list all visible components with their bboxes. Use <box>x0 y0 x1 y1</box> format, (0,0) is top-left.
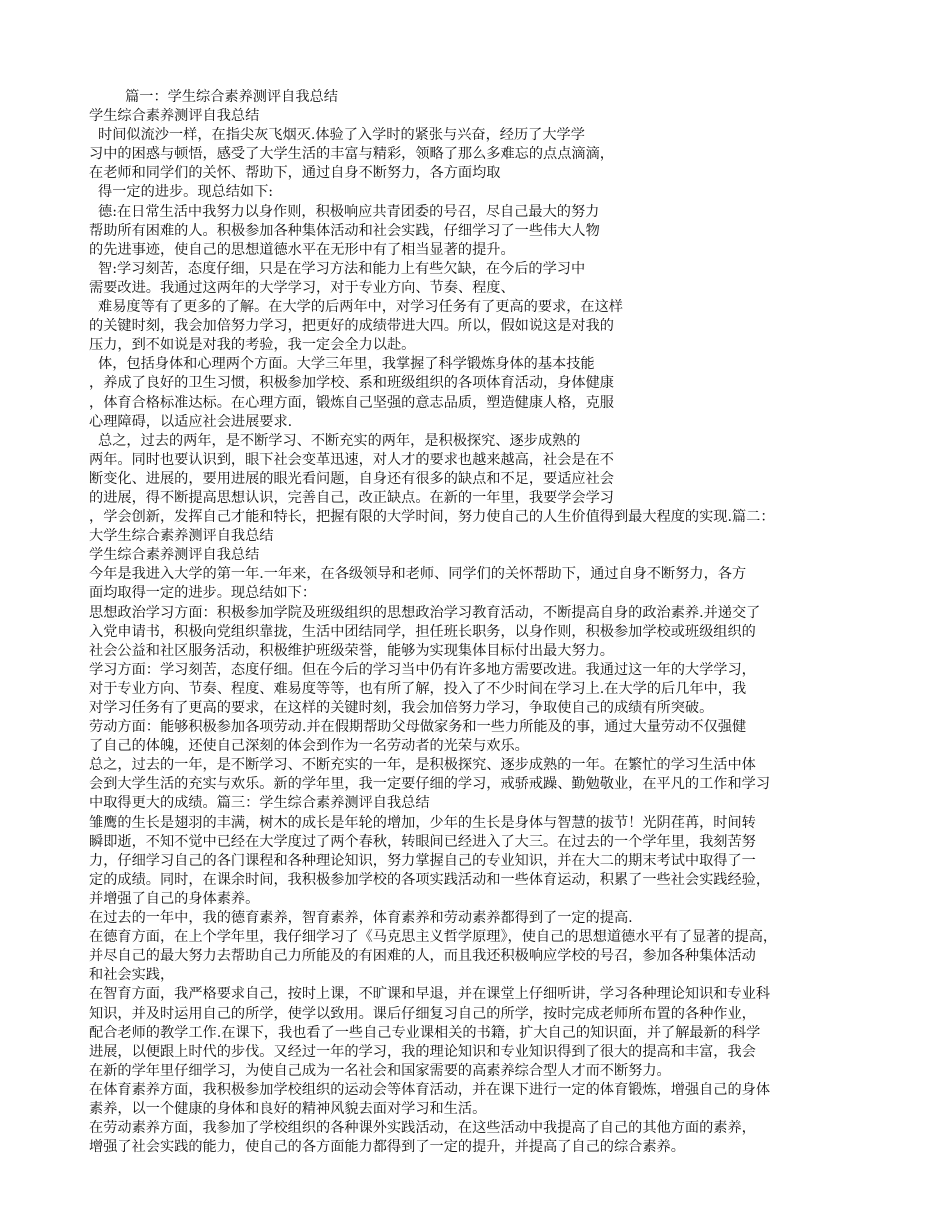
text-line: 中取得更大的成绩。篇三：学生综合素养测评自我总结 <box>89 795 430 812</box>
text-line: 劳动方面：能够积极参加各项劳动.并在假期帮助父母做家务和一些力所能及的事，通过大量劳动不仅强健 <box>89 719 747 736</box>
text-line: 总之，过去的一年，是不断学习、不断充实的一年，是积极探究、逐步成熟的一年。在繁忙的学习生活中体 <box>89 757 756 774</box>
text-line: 压力，到不如说是对我的考验，我一定会全力以赴。 <box>89 337 416 354</box>
text-line: 并尽自己的最大努力去帮助自己力所能及的有困难的人，而且我还积极响应学校的号召，参加各种集体活动 <box>89 948 756 965</box>
text-line: 了自己的体魄，还使自己深刻的体会到作为一名劳动者的光荣与欢乐。 <box>89 738 529 755</box>
text-line: 入党申请书，积极向党组织靠拢，生活中团结同学，担任班长职务，以身作则，积极参加学校或班级组织的 <box>89 623 756 640</box>
text-line: 社会公益和社区服务活动，积极维护班级荣誉，能够为实现集体目标付出最大努力。 <box>89 642 614 659</box>
text-line: 增强了社会实践的能力，使自己的各方面能力都得到了一定的提升，并提高了自己的综合素养。 <box>89 1139 685 1156</box>
text-line: 时间似流沙一样，在指尖灰飞烟灭.体验了入学时的紧张与兴奋，经历了大学学 <box>89 127 585 144</box>
text-line: 心理障碍，以适应社会进展要求. <box>89 413 293 430</box>
text-line: 在新的学年里仔细学习，为使自己成为一名社会和国家需要的高素养综合型人才而不断努力。 <box>89 1062 671 1079</box>
text-line: 思想政治学习方面：积极参加学院及班级组织的思想政治学习教育活动，不断提高自身的政治素养.并递交了 <box>89 604 761 621</box>
text-line: 会到大学生活的充实与欢乐。新的学年里，我一定要仔细的学习，戒骄戒躁、勤勉敬业，在平凡的工作和学习 <box>89 776 771 793</box>
text-line: 在老师和同学们的关怀、帮助下，通过自身不断努力，各方面均取 <box>89 165 501 182</box>
text-line: 的先进事迹，使自己的思想道德水平在无形中有了相当显著的提升。 <box>89 241 515 258</box>
text-line: 配合老师的教学工作.在课下，我也看了一些自己专业课相关的书籍，扩大自己的知识面，并了解最新的科学 <box>89 1024 761 1041</box>
text-line: 学生综合素养测评自我总结 <box>89 547 260 564</box>
text-line: 学生综合素养测评自我总结 <box>89 108 260 125</box>
text-line: 定的成绩。同时，在课余时间，我积极参加学校的各项实践活动和一些体育运动，积累了一些社会实践经验， <box>89 871 771 888</box>
text-line: 并增强了自己的身体素养。 <box>89 890 260 907</box>
text-line: 力，仔细学习自己的各门课程和各种理论知识，努力掌握自己的专业知识，并在大二的期末考试中取得了一 <box>89 852 756 869</box>
text-line: 两年。同时也要认识到，眼下社会变革迅速，对人才的要求也越来越高，社会是在不 <box>89 451 614 468</box>
text-line: 难易度等有了更多的了解。在大学的后两年中，对学习任务有了更高的要求，在这样 <box>89 299 623 316</box>
text-line: 在德育方面，在上个学年里，我仔细学习了《马克思主义哲学原理》，使自己的思想道德水平有了显著的提高， <box>89 929 778 946</box>
text-line: 雏鹰的生长是翅羽的丰满，树木的成长是年轮的增加，少年的生长是身体与智慧的拔节！光阴荏苒，时间转 <box>89 814 756 831</box>
text-line: 今年是我进入大学的第一年.一年来，在各级领导和老师、同学们的关怀帮助下，通过自身不断努力，各方 <box>89 566 747 583</box>
text-line: 对于专业方向、节奏、程度、难易度等等，也有所了解，投入了不少时间在学习上.在大学的后几年中，我 <box>89 680 747 697</box>
text-line: 习中的困惑与顿悟，感受了大学生活的丰富与精彩，领略了那么多难忘的点点滴滴， <box>89 146 614 163</box>
text-line: 和社会实践， <box>89 967 175 984</box>
text-line: 的关键时刻，我会加倍努力学习，把更好的成绩带进大四。所以，假如说这是对我的 <box>89 318 614 335</box>
text-line: 篇一：学生综合素养测评自我总结 <box>89 89 338 105</box>
text-line: 知识，并及时运用自己的所学，使学以致用。课后仔细复习自己的所学，按时完成老师所布置的各种作业， <box>89 1005 756 1022</box>
text-line: 智:学习刻苦，态度仔细，只是在学习方法和能力上有些欠缺，在今后的学习中 <box>89 260 586 277</box>
text-line: 在智育方面，我严格要求自己，按时上课，不旷课和早退，并在课堂上仔细听讲，学习各种理论知识和专业科 <box>89 986 771 1003</box>
text-line: 在劳动素养方面，我参加了学校组织的各种课外实践活动，在这些活动中我提高了自己的其他方面的素养， <box>89 1120 756 1137</box>
text-line: 素养，以一个健康的身体和良好的精神风貌去面对学习和生活。 <box>89 1100 487 1117</box>
text-line: 德:在日常生活中我努力以身作则，积极响应共青团委的号召，尽自己最大的努力 <box>89 203 600 220</box>
text-line: ，养成了良好的卫生习惯，积极参加学校、系和班级组织的各项体育活动，身体健康 <box>89 375 614 392</box>
text-line: 需要改进。我通过这两年的大学学习，对于专业方向、节奏、程度、 <box>89 279 515 296</box>
text-line: 的进展，得不断提高思想认识，完善自己，改正缺点。在新的一年里，我要学会学习 <box>89 489 614 506</box>
text-line: 大学生综合素养测评自我总结 <box>89 528 274 545</box>
text-line: 在过去的一年中，我的德育素养，智育素养，体育素养和劳动素养都得到了一定的提高. <box>89 910 633 927</box>
text-line: 进展，以便跟上时代的步伐。又经过一年的学习，我的理论知识和专业知识得到了很大的提高和丰富，我会 <box>89 1043 756 1060</box>
text-line: 体，包括身体和心理两个方面。大学三年里，我掌握了科学锻炼身体的基本技能 <box>89 356 595 373</box>
text-line: 学习方面：学习刻苦，态度仔细。但在今后的学习当中仍有许多地方需要改进。我通过这一年的大学学习， <box>89 661 756 678</box>
text-line: ，学会创新，发挥自己才能和特长，把握有限的大学时间，努力使自己的人生价值得到最大程度的实现.篇二： <box>89 509 775 526</box>
text-line: 面均取得一定的进步。现总结如下： <box>89 585 317 602</box>
text-line: 帮助所有困难的人。积极参加各种集体活动和社会实践，仔细学习了一些伟大人物 <box>89 222 600 239</box>
text-line: 总之，过去的两年，是不断学习、不断充实的两年，是积极探究、逐步成熟的 <box>89 432 581 449</box>
text-line: 瞬即逝，不知不觉中已经在大学度过了两个春秋，转眼间已经进入了大三。在过去的一个学年里，我刻苦努 <box>89 833 756 850</box>
text-line: 断变化、进展的，要用进展的眼光看问题，自身还有很多的缺点和不足，要适应社会 <box>89 470 614 487</box>
text-line: 对学习任务有了更高的要求，在这样的关键时刻，我会加倍努力学习，争取使自己的成绩有所突破。 <box>89 700 714 716</box>
text-line: 得一定的进步。现总结如下: <box>89 184 274 201</box>
text-line: ，体育合格标准达标。在心理方面，锻炼自己坚强的意志品质，塑造健康人格，克服 <box>89 394 614 411</box>
text-line: 在体育素养方面，我积极参加学校组织的运动会等体育活动，并在课下进行一定的体育锻炼，增强自己的身体 <box>89 1081 771 1098</box>
